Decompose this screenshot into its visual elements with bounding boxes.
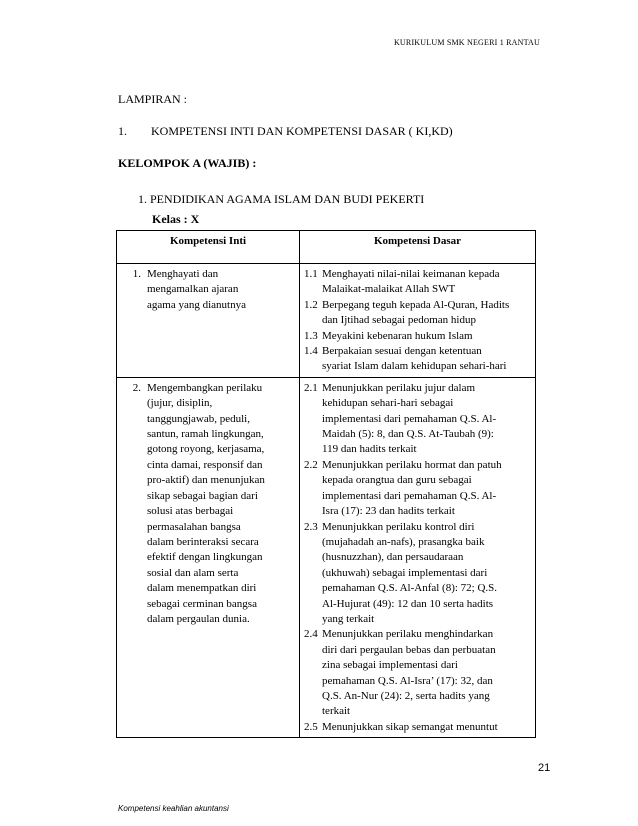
kd-line: (ukhuwah) sebagai implementasi dari	[322, 566, 488, 579]
kd-text	[322, 458, 532, 520]
table-row	[117, 264, 536, 378]
ki-line: efektif dengan lingkungan	[147, 551, 263, 564]
kd-number: 2.2	[304, 458, 318, 471]
kd-line: Menunjukkan perilaku kontrol diri	[322, 520, 475, 533]
kd-line: Q.S. An-Nur (24): 2, serta hadits yang	[322, 689, 490, 702]
kd-line: dan Ijtihad sebagai pedoman hidup	[322, 314, 476, 327]
ki-line: sikap sebagai bagian dari	[147, 489, 258, 502]
ki-line: sosial dan alam serta	[147, 566, 239, 579]
kd-line: zina sebagai implementasi dari	[322, 659, 458, 672]
ki-number: 2.	[132, 381, 141, 394]
ki-line: solusi atas berbagai	[147, 505, 234, 518]
kd-text	[322, 298, 532, 329]
column-header-ki: Kompetensi Inti	[117, 231, 300, 264]
kd-cell	[300, 264, 536, 378]
ki-line: mengamalkan ajaran	[147, 283, 239, 296]
kd-text	[322, 267, 532, 298]
kd-text	[322, 627, 532, 719]
kd-line: (mujahadah an-nafs), prasangka baik	[322, 535, 485, 548]
ki-line: cinta damai, responsif dan	[147, 458, 263, 471]
ki-cell	[117, 264, 300, 378]
kd-text	[322, 720, 532, 735]
kd-item	[304, 720, 532, 735]
ki-item	[121, 267, 293, 313]
column-header-kd: Kompetensi Dasar	[300, 231, 536, 264]
section-title: KOMPETENSI INTI DAN KOMPETENSI DASAR ( KI,KD)	[151, 124, 453, 138]
kd-line: Menunjukkan perilaku hormat dan patuh	[322, 458, 502, 471]
ki-cell	[117, 377, 300, 737]
ki-line: agama yang dianutnya	[147, 298, 246, 311]
kd-line: Maidah (5): 8, dan Q.S. At-Taubah (9):	[322, 428, 494, 441]
ki-line: sebagai cerminan bangsa	[147, 597, 257, 610]
kd-line: Meyakini kebenaran hukum Islam	[322, 329, 473, 342]
kd-text	[322, 381, 532, 458]
kd-number: 1.2	[304, 298, 318, 311]
kd-line: Berpakaian sesuai dengan ketentuan	[322, 345, 482, 358]
kd-text	[322, 344, 532, 375]
kd-number: 1.4	[304, 345, 318, 358]
ki-line: dalam menempatkan diri	[147, 582, 257, 595]
competency-table	[116, 230, 536, 738]
ki-line: gotong royong, kerjasama,	[147, 443, 265, 456]
kd-cell	[300, 377, 536, 737]
kd-item	[304, 298, 532, 329]
section-heading	[118, 124, 453, 139]
kd-line: terkait	[322, 705, 351, 718]
kd-line: (husnuzzhan), dan persaudaraan	[322, 551, 464, 564]
kd-item	[304, 627, 532, 719]
kd-item	[304, 344, 532, 375]
kd-line: yang terkait	[322, 612, 375, 625]
section-number: 1.	[118, 124, 127, 138]
ki-line: dalam berinteraksi secara	[147, 535, 259, 548]
kd-line: Isra (17): 23 dan hadits terkait	[322, 505, 455, 518]
ki-line: Mengembangkan perilaku	[147, 381, 263, 394]
page-number: 21	[538, 762, 551, 774]
kd-number: 2.4	[304, 628, 318, 641]
lampiran-label: LAMPIRAN :	[118, 92, 188, 106]
kd-line: Menunjukkan perilaku menghindarkan	[322, 628, 494, 641]
ki-line: (jujur, disiplin,	[147, 397, 213, 410]
ki-text	[147, 267, 293, 313]
ki-item	[121, 381, 293, 628]
kd-item	[304, 381, 532, 458]
kd-line: Berpegang teguh kepada Al-Quran, Hadits	[322, 298, 510, 311]
kd-number: 2.1	[304, 381, 318, 394]
kd-line: pemahaman Q.S. Al-Isra’ (17): 32, dan	[322, 674, 493, 687]
kd-line: Al-Hujurat (49): 12 dan 10 serta hadits	[322, 597, 494, 610]
kd-number: 1.1	[304, 268, 318, 280]
kd-item	[304, 458, 532, 520]
ki-line: permasalahan bangsa	[147, 520, 241, 533]
ki-line: Menghayati dan	[147, 268, 219, 280]
ki-line: pro-aktif) dan menunjukan	[147, 474, 265, 487]
kelompok-heading: KELOMPOK A (WAJIB) :	[118, 156, 257, 170]
kd-line: Malaikat-malaikat Allah SWT	[322, 283, 456, 296]
table-row	[117, 377, 536, 737]
kd-number: 1.3	[304, 329, 318, 342]
kd-line: Menghayati nilai-nilai keimanan kepada	[322, 268, 500, 280]
ki-line: dalam pergaulan dunia.	[147, 612, 250, 625]
kd-line: kehidupan sehari-hari sebagai	[322, 397, 454, 410]
ki-number: 1.	[132, 268, 141, 280]
ki-line: santun, ramah lingkungan,	[147, 428, 264, 441]
kd-line: Menunjukkan sikap semangat menuntut	[322, 720, 498, 733]
kd-line: diri dari pergaulan bebas dan perbuatan	[322, 643, 496, 656]
subject-heading: 1. PENDIDIKAN AGAMA ISLAM DAN BUDI PEKERTI	[138, 192, 425, 206]
kd-text	[322, 329, 532, 344]
kd-text	[322, 520, 532, 628]
ki-text	[147, 381, 293, 628]
running-header: KURIKULUM SMK NEGERI 1 RANTAU	[393, 38, 540, 47]
kd-number: 2.3	[304, 520, 318, 533]
kd-line: implementasi dari pemahaman Q.S. Al-	[322, 412, 497, 425]
kd-number: 2.5	[304, 720, 318, 733]
kelas-label: Kelas : X	[152, 212, 200, 226]
page-footer: Kompetensi keahlian akuntansi	[118, 804, 229, 813]
kd-item	[304, 267, 532, 298]
kd-line: syariat Islam dalam kehidupan sehari-hari	[322, 360, 507, 373]
kd-line: implementasi dari pemahaman Q.S. Al-	[322, 489, 497, 502]
kd-line: pemahaman Q.S. Al-Anfal (8): 72; Q.S.	[322, 582, 498, 595]
table-header-row	[117, 231, 536, 264]
kd-line: Menunjukkan perilaku jujur dalam	[322, 381, 476, 394]
kd-item	[304, 329, 532, 344]
kd-line: kepada orangtua dan guru sebagai	[322, 474, 472, 487]
kd-line: 119 dan hadits terkait	[322, 443, 417, 456]
kd-item	[304, 520, 532, 628]
ki-line: tanggungjawab, peduli,	[147, 412, 250, 425]
